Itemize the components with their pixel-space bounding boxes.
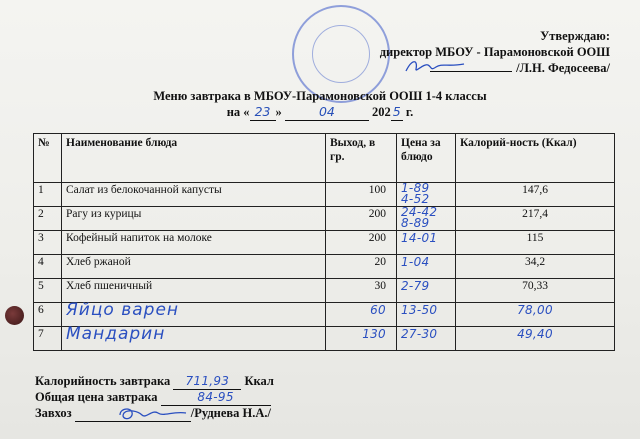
stamp-inner-ring xyxy=(312,25,370,83)
storekeeper-label: Завхоз xyxy=(35,406,72,420)
price-total-value: 84-95 xyxy=(161,390,271,406)
row-calories: 78,00 xyxy=(456,303,615,327)
row-calories: 70,33 xyxy=(456,279,615,303)
date-month: 04 xyxy=(285,104,369,121)
row-dish-name: Хлеб пшеничный xyxy=(62,279,326,303)
row-dish-name: Мандарин xyxy=(62,327,326,351)
approval-heading: Утверждаю: xyxy=(540,29,610,43)
row-calories: 49,40 xyxy=(456,327,615,351)
date-year-digit: 5 xyxy=(391,104,403,121)
menu-date-line xyxy=(0,104,640,121)
row-number: 6 xyxy=(34,303,62,327)
row-output: 30 xyxy=(326,279,397,303)
row-number: 7 xyxy=(34,327,62,351)
date-year-suffix: г. xyxy=(405,105,414,119)
row-price xyxy=(397,279,456,303)
row-calories: 34,2 xyxy=(456,255,615,279)
row-dish-name: Хлеб ржаной xyxy=(62,255,326,279)
header-calories: Калорий-ность (Ккал) xyxy=(456,134,615,183)
table-row xyxy=(34,183,615,207)
menu-title xyxy=(0,88,640,121)
binder-hole xyxy=(5,306,24,325)
row-price xyxy=(397,327,456,351)
row-price-value: 14-01 xyxy=(401,231,438,245)
row-price-value: 2-79 xyxy=(401,279,430,293)
row-output: 100 xyxy=(326,183,397,207)
storekeeper-signature-icon xyxy=(112,403,192,423)
header-dish-name: Наименование блюда xyxy=(62,134,326,183)
table-row xyxy=(34,231,615,255)
row-output: 60 xyxy=(326,303,397,327)
row-price-value: 27-30 xyxy=(401,327,438,341)
menu-table xyxy=(33,133,615,351)
director-signature-icon xyxy=(400,55,470,77)
row-calories: 147,6 xyxy=(456,183,615,207)
calories-total-line xyxy=(35,374,274,390)
storekeeper-name: /Руднева Н.А./ xyxy=(190,406,272,420)
menu-title-line: Меню завтрака в МБОУ-Парамоновской ООШ 1-4 классы xyxy=(153,89,487,103)
row-number: 3 xyxy=(34,231,62,255)
row-price xyxy=(397,303,456,327)
row-output: 200 xyxy=(326,231,397,255)
calories-total-label: Калорийность завтрака xyxy=(35,374,171,388)
calories-total-value: 711,93 xyxy=(173,374,241,390)
row-output: 200 xyxy=(326,207,397,231)
row-calories: 217,4 xyxy=(456,207,615,231)
header-output: Выход, в гр. xyxy=(326,134,397,183)
row-output: 130 xyxy=(326,327,397,351)
row-price xyxy=(397,183,456,207)
row-number: 1 xyxy=(34,183,62,207)
table-row xyxy=(34,303,615,327)
row-price-value: 24-42 xyxy=(401,205,438,219)
table-row xyxy=(34,255,615,279)
calories-total-unit: Ккал xyxy=(244,374,274,388)
row-price-value: 1-04 xyxy=(401,255,430,269)
date-day: 23 xyxy=(250,104,276,121)
row-dish-name: Рагу из курицы xyxy=(62,207,326,231)
row-price-value: 13-50 xyxy=(401,303,438,317)
table-row xyxy=(34,327,615,351)
table-row xyxy=(34,279,615,303)
row-price xyxy=(397,231,456,255)
row-dish-name: Кофейный напиток на молоке xyxy=(62,231,326,255)
row-dish-name: Салат из белокочанной капусты xyxy=(62,183,326,207)
row-price-value-2: 4-52 xyxy=(401,192,430,206)
row-price xyxy=(397,207,456,231)
row-price-value-2: 8-89 xyxy=(401,216,430,230)
date-prefix: на « xyxy=(226,105,250,119)
table-row xyxy=(34,207,615,231)
header-price: Цена за блюдо xyxy=(397,134,456,183)
date-year-prefix: 202 xyxy=(372,105,391,119)
row-number: 2 xyxy=(34,207,62,231)
director-name: /Л.Н. Федосеева/ xyxy=(516,61,610,75)
row-number: 4 xyxy=(34,255,62,279)
row-calories: 115 xyxy=(456,231,615,255)
table-header-row xyxy=(34,134,615,183)
date-mid: » xyxy=(275,105,282,119)
row-number: 5 xyxy=(34,279,62,303)
price-total-label: Общая цена завтрака xyxy=(35,390,158,404)
row-output: 20 xyxy=(326,255,397,279)
header-number: № xyxy=(34,134,62,183)
approval-position: директор МБОУ - Парамоновской ООШ xyxy=(379,45,610,59)
row-price xyxy=(397,255,456,279)
row-dish-name: Яйцо варен xyxy=(62,303,326,327)
row-price-value: 1-89 xyxy=(401,181,430,195)
